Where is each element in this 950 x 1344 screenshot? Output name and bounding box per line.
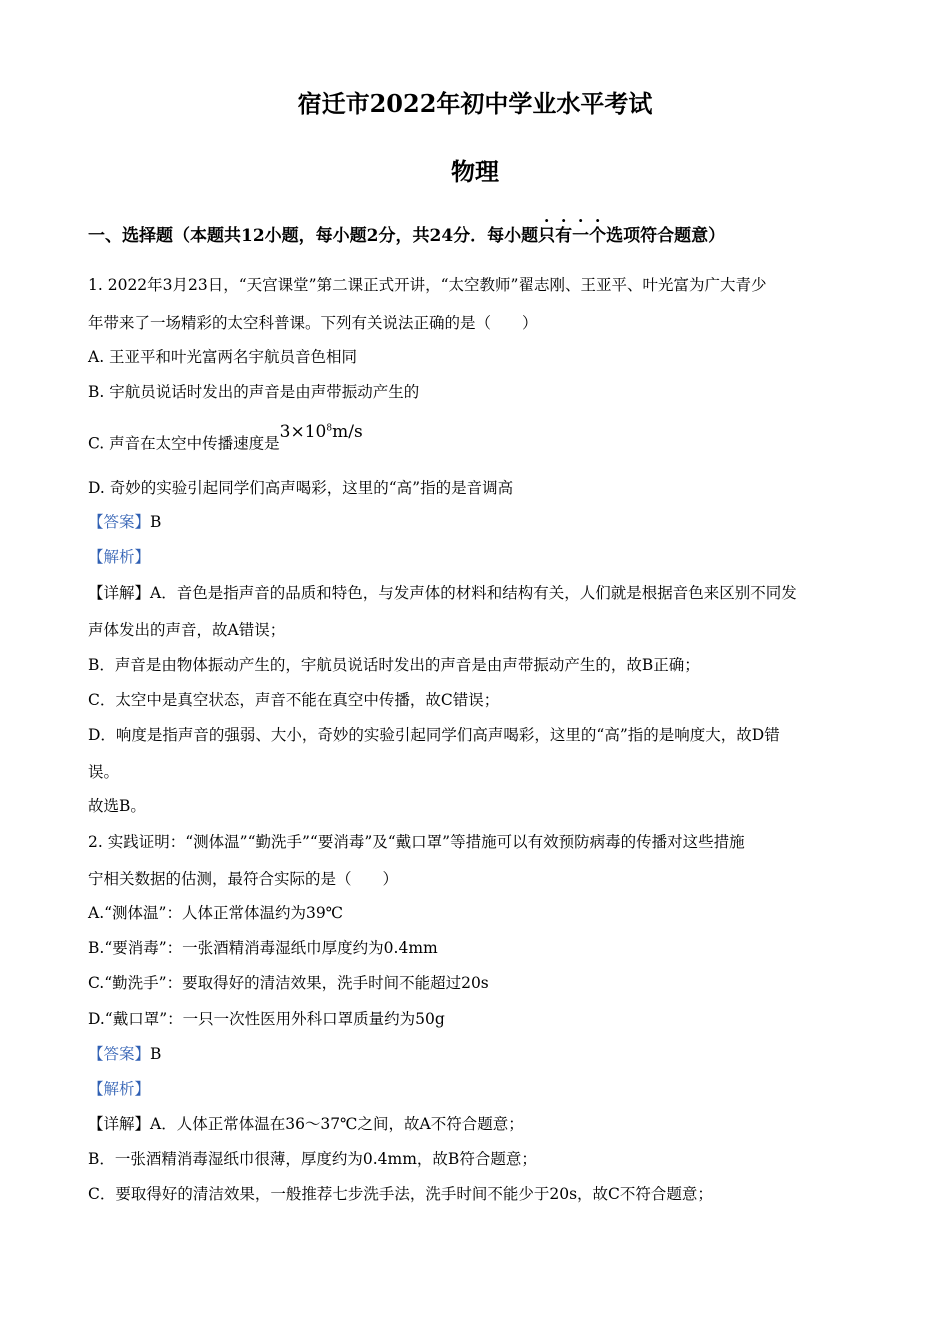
q2-option-d: D.“戴口罩”：一只一次性医用外科口罩质量约为50g xyxy=(88,1010,445,1028)
q1-option-b: B. 宇航员说话时发出的声音是由声带振动产生的 xyxy=(88,383,420,401)
q1-detail-a-line1: 【详解】A．音色是指声音的品质和特色，与发声体的材料和结构有关，人们就是根据音色来区别不同发 xyxy=(88,584,797,602)
q2-option-b: B.“要消毒”：一张酒精消毒湿纸巾厚度约为0.4mm xyxy=(88,939,438,957)
emphasis-char: 只 xyxy=(538,226,556,246)
q1-answer xyxy=(88,512,161,532)
detail-label: 【详解】 xyxy=(88,584,151,602)
section-heading-post: 选项符合题意） xyxy=(606,226,726,246)
q2-option-c: C.“勤洗手”：要取得好的清洁效果，洗手时间不能超过20s xyxy=(88,974,489,992)
emphasis-char: 一 xyxy=(572,226,590,246)
answer-value: B xyxy=(150,513,162,531)
q2-detail-c: C．要取得好的清洁效果，一般推荐七步洗手法，洗手时间不能少于20s，故C不符合题意； xyxy=(88,1185,713,1203)
q1-option-a: A. 王亚平和叶光富两名宇航员音色相同 xyxy=(88,348,358,366)
q1-detail-d-line2: 误。 xyxy=(88,763,120,781)
q2-analysis-label: 【解析】 xyxy=(88,1080,151,1098)
q1-stem-line2: 年带来了一场精彩的太空科普课。下列有关说法正确的是（ ） xyxy=(88,314,538,332)
q1-detail-a-line2: 声体发出的声音，故A错误； xyxy=(88,621,286,639)
q1-stem-line1: 1. 2022年3月23日，“天宫课堂”第二课正式开讲，“太空教师”翟志刚、王亚平、叶光富为广大青少 xyxy=(88,276,767,294)
q1-conclusion: 故选B。 xyxy=(88,797,146,815)
q2-option-a: A.“测体温”：人体正常体温约为39℃ xyxy=(88,904,344,922)
q1-detail-d-line1: D．响度是指声音的强弱、大小，奇妙的实验引起同学们高声喝彩，这里的“高”指的是响度大，故D错 xyxy=(88,726,780,744)
q2-answer xyxy=(88,1044,161,1064)
emphasis-char: 个 xyxy=(589,226,607,246)
section-heading xyxy=(88,226,725,246)
speed-formula: $3\times 10^8m/s$ xyxy=(279,421,363,442)
q1-analysis-label: 【解析】 xyxy=(88,548,151,566)
q2-detail-a: 【详解】A．人体正常体温在36～37℃之间，故A不符合题意； xyxy=(88,1115,524,1133)
detail-label: 【详解】 xyxy=(88,1115,151,1133)
q1-option-c-text: C. 声音在太空中传播速度是 xyxy=(88,434,280,453)
q1-option-c xyxy=(88,421,363,454)
q1-detail-c: C．太空中是真空状态，声音不能在真空中传播，故C错误； xyxy=(88,691,500,709)
answer-value: B xyxy=(150,1045,162,1063)
subject-title: 物理 xyxy=(451,157,499,186)
section-heading-pre: 一、选择题（本题共12小题，每小题2分，共24分．每小题 xyxy=(88,226,539,246)
answer-label: 【答案】 xyxy=(88,1045,151,1063)
q2-stem-line2: 宁相关数据的估测，最符合实际的是（ ） xyxy=(88,870,399,888)
q2-detail-b: B．一张酒精消毒湿纸巾很薄，厚度约为0.4mm，故B符合题意； xyxy=(88,1150,537,1168)
answer-label: 【答案】 xyxy=(88,513,151,531)
exam-title: 宿迁市2022年初中学业水平考试 xyxy=(297,89,653,118)
q2-stem-line1: 2. 实践证明：“测体温”“勤洗手”“要消毒”及“戴口罩”等措施可以有效预防病毒的传播对这些措施 xyxy=(88,833,745,851)
emphasis-char: 有 xyxy=(555,226,573,246)
q1-option-d: D. 奇妙的实验引起同学们高声喝彩，这里的“高”指的是音调高 xyxy=(88,479,514,497)
q1-detail-b: B．声音是由物体振动产生的，宇航员说话时发出的声音是由声带振动产生的，故B正确； xyxy=(88,656,700,674)
